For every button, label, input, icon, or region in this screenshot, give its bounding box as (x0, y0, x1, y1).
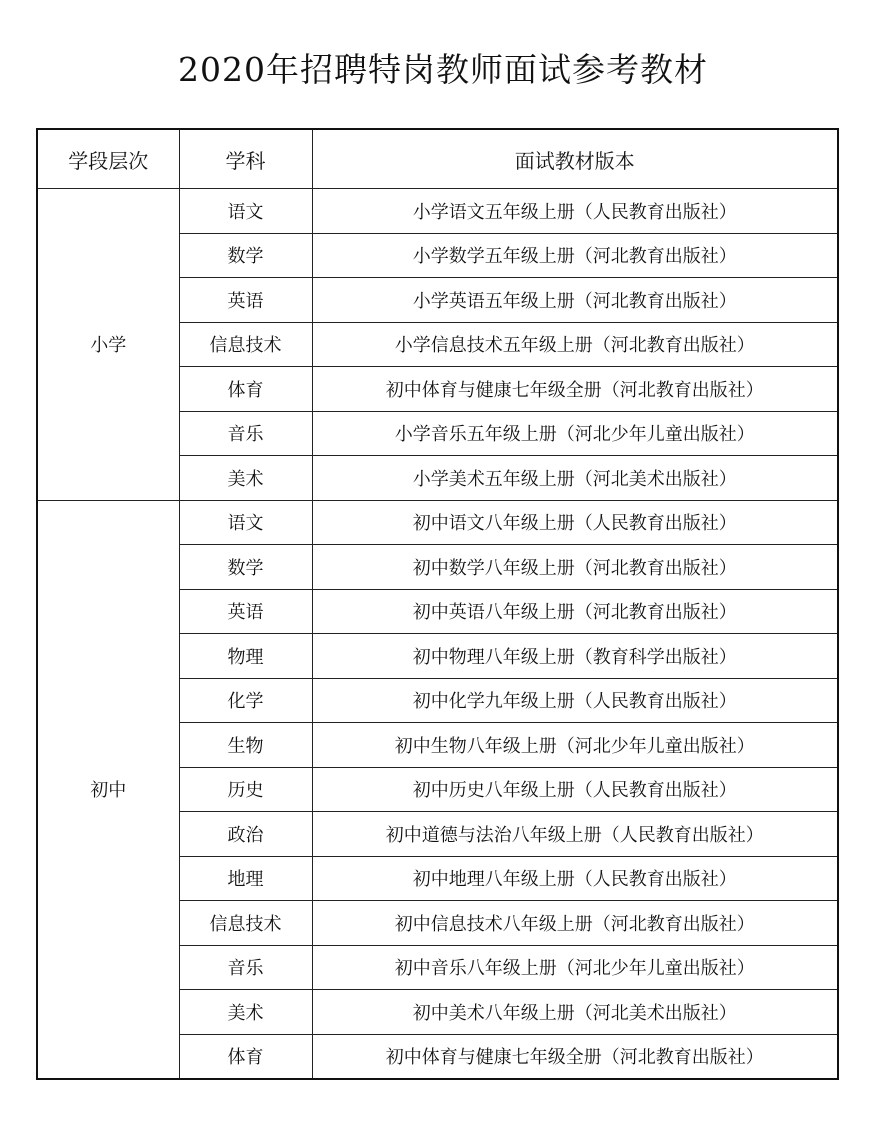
textbook-cell: 小学信息技术五年级上册（河北教育出版社） (312, 322, 838, 367)
subject-cell: 地理 (179, 856, 312, 901)
textbook-cell: 小学音乐五年级上册（河北少年儿童出版社） (312, 411, 838, 456)
subject-cell: 语文 (179, 189, 312, 234)
textbook-cell: 初中生物八年级上册（河北少年儿童出版社） (312, 723, 838, 768)
subject-cell: 英语 (179, 278, 312, 323)
textbook-cell: 初中英语八年级上册（河北教育出版社） (312, 589, 838, 634)
subject-cell: 数学 (179, 233, 312, 278)
subject-cell: 数学 (179, 545, 312, 590)
subject-cell: 音乐 (179, 945, 312, 990)
subject-cell: 英语 (179, 589, 312, 634)
header-textbook: 面试教材版本 (312, 129, 838, 189)
subject-cell: 生物 (179, 723, 312, 768)
textbook-cell: 初中体育与健康七年级全册（河北教育出版社） (312, 367, 838, 412)
textbook-cell: 初中道德与法治八年级上册（人民教育出版社） (312, 812, 838, 857)
level-cell-primary: 小学 (37, 189, 179, 501)
subject-cell: 体育 (179, 367, 312, 412)
textbook-table (36, 128, 839, 1080)
textbook-cell: 初中美术八年级上册（河北美术出版社） (312, 990, 838, 1035)
textbook-cell: 小学语文五年级上册（人民教育出版社） (312, 189, 838, 234)
subject-cell: 化学 (179, 678, 312, 723)
page-title: 2020年招聘特岗教师面试参考教材 (178, 50, 708, 89)
header-level: 学段层次 (37, 129, 179, 189)
subject-cell: 物理 (179, 634, 312, 679)
textbook-cell: 初中信息技术八年级上册（河北教育出版社） (312, 901, 838, 946)
subject-cell: 信息技术 (179, 901, 312, 946)
subject-cell: 体育 (179, 1034, 312, 1079)
table-row (37, 189, 838, 234)
textbook-cell: 初中语文八年级上册（人民教育出版社） (312, 500, 838, 545)
subject-cell: 美术 (179, 990, 312, 1035)
textbook-cell: 初中音乐八年级上册（河北少年儿童出版社） (312, 945, 838, 990)
subject-cell: 美术 (179, 456, 312, 501)
subject-cell: 音乐 (179, 411, 312, 456)
subject-cell: 语文 (179, 500, 312, 545)
textbook-cell: 初中数学八年级上册（河北教育出版社） (312, 545, 838, 590)
header-subject: 学科 (179, 129, 312, 189)
subject-cell: 政治 (179, 812, 312, 857)
textbook-cell: 初中化学九年级上册（人民教育出版社） (312, 678, 838, 723)
subject-cell: 信息技术 (179, 322, 312, 367)
textbook-cell: 小学英语五年级上册（河北教育出版社） (312, 278, 838, 323)
textbook-cell: 小学美术五年级上册（河北美术出版社） (312, 456, 838, 501)
textbook-cell: 初中历史八年级上册（人民教育出版社） (312, 767, 838, 812)
textbook-cell: 初中物理八年级上册（教育科学出版社） (312, 634, 838, 679)
textbook-cell: 初中地理八年级上册（人民教育出版社） (312, 856, 838, 901)
header-row (37, 129, 838, 189)
subject-cell: 历史 (179, 767, 312, 812)
level-cell-junior: 初中 (37, 500, 179, 1079)
table-row (37, 500, 838, 545)
textbook-cell: 小学数学五年级上册（河北教育出版社） (312, 233, 838, 278)
textbook-cell: 初中体育与健康七年级全册（河北教育出版社） (312, 1034, 838, 1079)
